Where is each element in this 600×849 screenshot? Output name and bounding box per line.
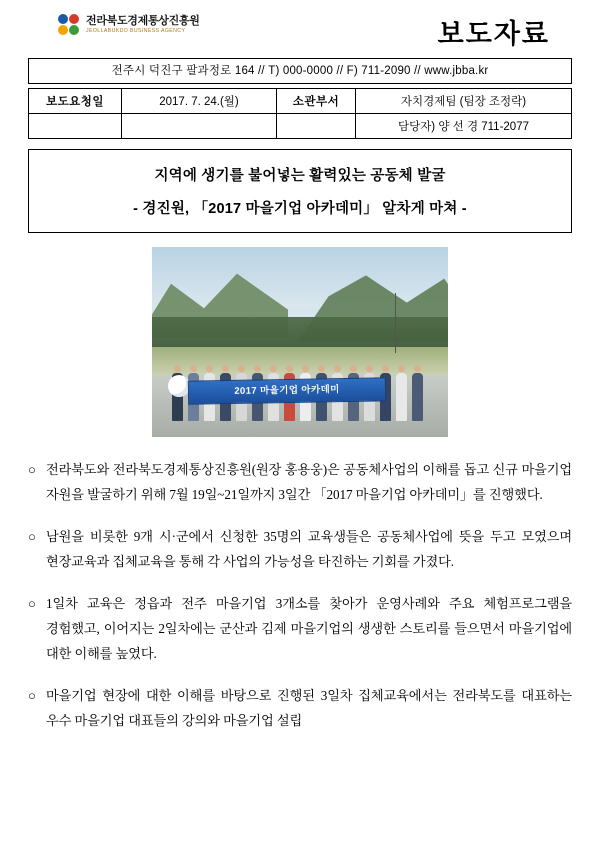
bullet-icon: ○	[28, 688, 36, 703]
table-row	[29, 89, 572, 114]
paragraph-text: 1일차 교육은 정읍과 전주 마을기업 3개소를 찾아가 운영사례와 주요 체험프로그램을 경험했고, 이어지는 2일차에는 군산과 김제 마을기업의 생생한 스토리를 들으면서 마을기업에 대한 이해를 높였다.	[46, 596, 572, 661]
page-title: 보도자료	[437, 19, 550, 49]
meta-table	[28, 88, 572, 139]
photo-banner: 2017 마을기업 아카데미	[188, 377, 386, 404]
photo-balloon	[168, 375, 190, 397]
address-bar: 전주시 덕진구 팔과정로 164 // T) 000-0000 // F) 711-2090 // www.jbba.kr	[28, 58, 572, 84]
spacer-cell-mid	[122, 114, 277, 139]
release-date-value: 2017. 7. 24.(월)	[122, 89, 277, 114]
document-header	[28, 10, 572, 56]
photo-sky	[152, 247, 448, 309]
headline-box	[28, 149, 572, 233]
agency-logo-text	[86, 16, 200, 34]
photo-flagpole	[395, 293, 396, 353]
headline-line-2: - 경진원, 「2017 마을기업 아카데미」 알차게 마쳐 -	[133, 201, 467, 217]
logo-mark-icon	[58, 14, 80, 36]
paragraph-text: 남원을 비롯한 9개 시·군에서 신청한 35명의 교육생들은 공동체사업에 뜻을 두고 모였으며 현장교육과 집체교육을 통해 각 사업의 가능성을 타진하는 기회를 가졌다.	[46, 529, 572, 569]
headline-line-1: 지역에 생기를 불어넣는 활력있는 공동체 발굴	[154, 168, 446, 184]
bullet-icon: ○	[28, 529, 36, 544]
bullet-icon: ○	[28, 462, 36, 477]
agency-name-en: JEOLLABUKDO BUSINESS AGENCY	[86, 27, 186, 34]
spacer-cell-label	[277, 114, 356, 139]
dept-contact: 담당자) 양 선 경 711-2077	[356, 114, 572, 139]
paragraph-text: 전라북도와 전라북도경제통상진흥원(원장 홍용웅)은 공동체사업의 이해를 돕고 신규 마을기업 자원을 발굴하기 위해 7월 19일~21일까지 3일간 「2017 마을기업 아카데미」를 진행했다.	[46, 462, 572, 502]
photo-container	[28, 247, 572, 437]
agency-logo	[58, 14, 200, 36]
list-item	[28, 524, 572, 574]
list-item	[28, 683, 572, 733]
bullet-icon: ○	[28, 596, 36, 611]
paragraph-text: 마을기업 현장에 대한 이해를 바탕으로 진행된 3일차 집체교육에서는 전라북도를 대표하는 우수 마을기업 대표들의 강의와 마을기업 설립	[46, 688, 572, 728]
spacer-cell-left	[29, 114, 122, 139]
agency-name-ko: 전라북도경제통상진흥원	[86, 15, 200, 27]
release-date-label: 보도요청일	[29, 89, 122, 114]
press-photo	[152, 247, 448, 437]
list-item	[28, 591, 572, 666]
list-item	[28, 457, 572, 507]
body-content	[28, 457, 572, 733]
dept-label: 소관부서	[277, 89, 356, 114]
table-row	[29, 114, 572, 139]
dept-team: 자치경제팀 (팀장 조정락)	[356, 89, 572, 114]
